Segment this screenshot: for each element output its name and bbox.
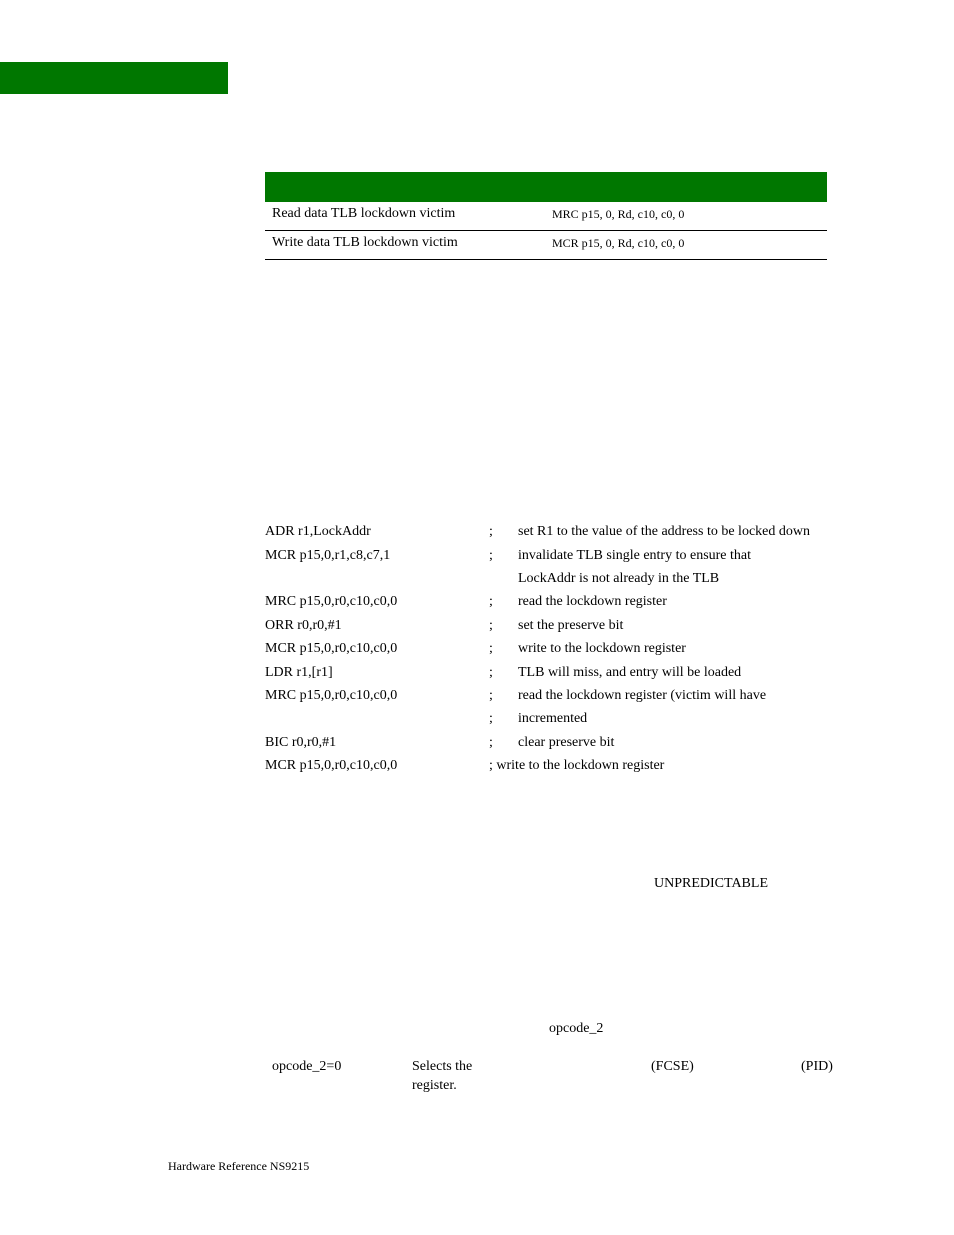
code-comment: set the preserve bit: [518, 618, 624, 633]
code-comment: set R1 to the value of the address to be locked down: [518, 524, 810, 539]
code-semicolon: ;: [489, 594, 493, 609]
code-semicolon: ;: [489, 735, 493, 750]
code-instruction: MRC p15,0,r0,c10,c0,0: [265, 688, 398, 703]
code-comment: ; write to the lockdown register: [489, 758, 665, 773]
code-semicolon: ;: [489, 618, 493, 633]
unpredictable-text: UNPREDICTABLE: [654, 876, 768, 891]
code-semicolon: ;: [489, 665, 493, 680]
table-cell-instruction: MCR p15, 0, Rd, c10, c0, 0: [552, 236, 685, 250]
table-cell-function: Write data TLB lockdown victim: [272, 235, 458, 250]
code-instruction: ADR r1,LockAddr: [265, 524, 371, 539]
code-comment: invalidate TLB single entry to ensure that: [518, 548, 752, 563]
table-header: [265, 172, 827, 202]
code-instruction: MCR p15,0,r0,c10,c0,0: [265, 641, 398, 656]
cp15-instruction-table: [265, 172, 827, 260]
code-semicolon: ;: [489, 688, 493, 703]
code-comment: TLB will miss, and entry will be loaded: [518, 665, 742, 680]
fcse-label: (FCSE): [651, 1059, 694, 1074]
opcode-description: Selects the: [412, 1059, 473, 1074]
opcode-heading: opcode_2: [549, 1021, 604, 1036]
code-instruction: MRC p15,0,r0,c10,c0,0: [265, 594, 398, 609]
table-cell-function: Read data TLB lockdown victim: [272, 206, 456, 221]
code-instruction: BIC r0,r0,#1: [265, 735, 337, 750]
table-row: [265, 202, 827, 231]
page-footer: Hardware Reference NS9215: [168, 1159, 310, 1173]
code-semicolon: ;: [489, 524, 493, 539]
header-bar: [0, 62, 228, 94]
opcode-description-cont: register.: [412, 1078, 457, 1093]
opcode-value: opcode_2=0: [272, 1059, 342, 1074]
table-row: [265, 231, 827, 260]
code-instruction: LDR r1,[r1]: [265, 665, 333, 680]
code-comment: read the lockdown register: [518, 594, 667, 609]
pid-label: (PID): [801, 1059, 833, 1074]
code-comment: read the lockdown register (victim will have: [518, 688, 767, 703]
code-comment: clear preserve bit: [518, 735, 615, 750]
code-semicolon: ;: [489, 641, 493, 656]
code-semicolon: ;: [489, 711, 493, 726]
code-instruction: MCR p15,0,r0,c10,c0,0: [265, 758, 398, 773]
code-comment: write to the lockdown register: [518, 641, 686, 656]
code-comment: incremented: [518, 711, 588, 726]
code-instruction: MCR p15,0,r1,c8,c7,1: [265, 548, 391, 563]
code-instruction: ORR r0,r0,#1: [265, 618, 342, 633]
code-comment: LockAddr is not already in the TLB: [518, 571, 720, 586]
table-cell-instruction: MRC p15, 0, Rd, c10, c0, 0: [552, 207, 685, 221]
code-semicolon: ;: [489, 548, 493, 563]
